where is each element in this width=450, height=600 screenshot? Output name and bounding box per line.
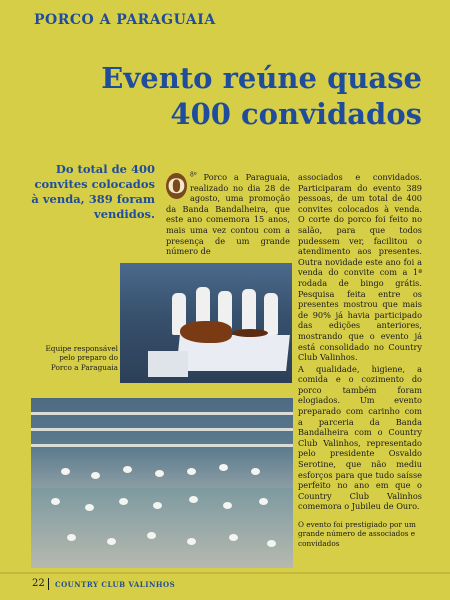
photo-caption-2: O evento foi prestigiado por um grande número de associados e convidados — [298, 520, 416, 548]
headline — [22, 60, 422, 132]
table-dot — [219, 464, 228, 471]
ordinal-superscript: 8º — [190, 171, 197, 179]
hall-floor — [31, 488, 293, 568]
article-paragraph-2: A qualidade, higiene, a comida e o cozimento do porco também foram elogiados. Um evento preparado com carinho com a parceria da Banda Bandalheira com o Country Club Valinhos, representado pelo presidente Osvaldo Serotine, que não mediu esforços para que tudo saísse perfeito no ano em que o Country Club Valinhos comemora o Jubileu de Ouro. — [298, 363, 422, 512]
article-paragraph-1: associados e convidados. Participaram do evento 389 pessoas, de um total de 400 convites colocados à venda. O corte do porco foi feito no salão, para que todos pudessem ver, facilitou o atendimento aos presentes. Outra novidade este ano foi a venda do convite com a 1ª rodada de bingo grátis. Pesquisa feita entre os presentes mostrou que mais de 90% já havia participado das edições anteriores, mostrando que o evento já está consolidado no Country Club Valinhos. — [298, 172, 422, 363]
table-dot — [147, 532, 156, 539]
magazine-name: COUNTRY CLUB VALINHOS — [55, 580, 176, 589]
table-dot — [123, 466, 132, 473]
article-column-1-text: Porco a Paraguaia, realizado no dia 28 de agosto, uma promoção da Banda Bandalheira, que este ano comemora 15 anos, mais uma vez contou com a presença de um grande número de — [166, 172, 290, 257]
table-dot — [189, 496, 198, 503]
ceiling-beam — [31, 444, 293, 447]
table-dot — [251, 468, 260, 475]
table-dot — [155, 470, 164, 477]
chef-figure — [264, 293, 278, 335]
table-dot — [85, 504, 94, 511]
table-dot — [259, 498, 268, 505]
photo-preparation-team — [120, 263, 292, 383]
table-dot — [51, 498, 60, 505]
table-dot — [61, 468, 70, 475]
table-dot — [107, 538, 116, 545]
section-title: PORCO A PARAGUAIA — [34, 12, 216, 28]
chef-figure — [242, 289, 256, 331]
table-dot — [267, 540, 276, 547]
ceiling-beam — [31, 412, 293, 415]
table-dot — [119, 498, 128, 505]
headline-line-1: Evento reúne quase — [101, 61, 422, 95]
roast-pig — [180, 321, 232, 343]
footer-divider — [0, 572, 450, 574]
platter — [232, 329, 268, 337]
dropcap: O — [167, 174, 186, 198]
table-dot — [229, 534, 238, 541]
side-table — [148, 351, 188, 377]
table-dot — [67, 534, 76, 541]
article-column-1 — [166, 172, 290, 257]
table-dot — [223, 502, 232, 509]
headline-line-2: 400 convidados — [170, 97, 422, 131]
photo-caption-1: Equipe responsável pelo preparo do Porco a Paraguaia — [45, 344, 118, 372]
photo-event-hall — [31, 398, 293, 568]
table-dot — [187, 468, 196, 475]
pullquote: Do total de 400 convites colocados à venda, 389 foram vendidos. — [31, 162, 155, 221]
table-dot — [153, 502, 162, 509]
article-column-2 — [298, 172, 422, 513]
table-dot — [91, 472, 100, 479]
page-number: 22 — [32, 578, 45, 589]
ceiling-beam — [31, 428, 293, 431]
footer-separator — [48, 578, 49, 590]
table-dot — [187, 538, 196, 545]
